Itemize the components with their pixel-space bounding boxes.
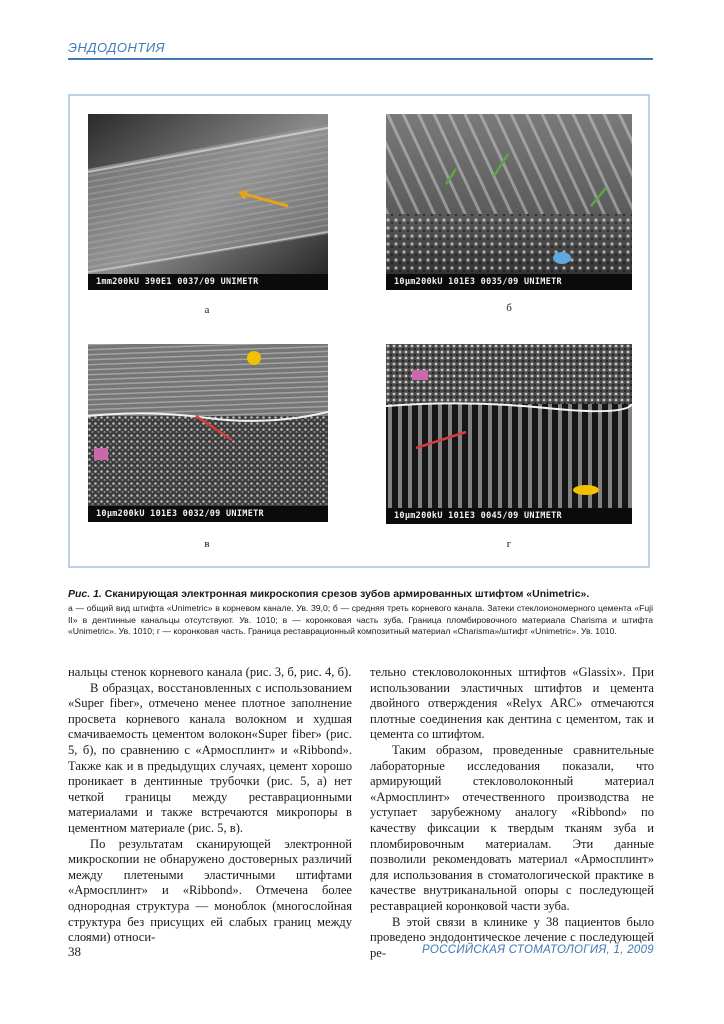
micrograph-c-image	[88, 344, 328, 522]
pink-marker-d	[412, 370, 428, 380]
yellow-marker-d	[573, 485, 599, 495]
panel-letter-b: б	[506, 302, 512, 314]
caption-label: Рис. 1.	[68, 588, 102, 600]
micrograph-b-image	[386, 114, 632, 290]
blue-marker	[553, 252, 571, 264]
panel-letter-c: в	[204, 538, 210, 550]
micrograph-a	[88, 114, 328, 290]
section-title: ЭНДОДОНТИЯ	[68, 40, 165, 55]
scale-bar-c: 10µm200kU 101E3 0032/09 UNIMETR	[88, 506, 328, 522]
caption-title	[68, 588, 653, 600]
yellow-marker	[247, 351, 261, 365]
header-rule	[68, 58, 653, 60]
panel-letter-d: г	[506, 538, 512, 550]
micrograph-c	[88, 344, 328, 522]
scale-bar-a: 1mm200kU 390E1 0037/09 UNIMETR	[88, 274, 328, 290]
pink-marker	[94, 448, 108, 460]
figure-caption	[68, 588, 653, 638]
paragraph: По результатам сканирующей электронной микроскопии не обнаружено достоверных различий между плетеными эластичными штифтами «Армосплинт» и «Ribbond». Отмечена более однородная структура — моноблок (многослойная структура без присущих ей слабых границ между слоями) относи-	[68, 836, 352, 945]
figure-frame	[68, 94, 650, 568]
micrograph-a-image	[88, 114, 328, 290]
paragraph: Таким образом, проведенные сравнительные лабораторные исследования показали, что армирующий стекловолоконный материал «Армосплинт» отечественного производства не уступает зарубежному аналогу «Ribbond» по качеству фиксации к твердым тканям зуба и пломбировочным материалам. Эти данные позволили рекомендовать материал «Армосплинт» для использования в стоматологической практике в качестве внутриканальной опоры с последующей реставрацией коронковой части зуба.	[370, 742, 654, 913]
caption-body: а — общий вид штифта «Unimetric» в корневом канале. Ув. 39,0; б — средняя треть корневого канала. Затеки стеклоиономерного цемента «Fuji II» в дентинные канальцы отсутствуют. Ув. 1010; в — коронковая часть зуба. Граница пломбировочного материала Charisma и штифта «Unimetric». Ув. 1010; г — коронковая часть. Граница реставрационный композитный материал «Charisma»/штифт «Unimetric». Ув. 1010.	[68, 603, 653, 636]
text-column-left	[68, 665, 352, 946]
micrograph-b	[386, 114, 632, 290]
text-column-right	[370, 665, 654, 961]
page-number: 38	[68, 944, 81, 959]
scale-bar-b: 10µm200kU 101E3 0035/09 UNIMETR	[386, 274, 632, 290]
micrograph-d-image	[386, 344, 632, 524]
scale-bar-d: 10µm200kU 101E3 0045/09 UNIMETR	[386, 508, 632, 524]
paragraph: В этой связи в клинике у 38 пациентов было проведено эндодонтическое лечение с последующей ре-	[370, 914, 654, 960]
running-header	[68, 40, 653, 55]
caption-title-text: Сканирующая электронная микроскопия срезов зубов армированных штифтом «Unimetric».	[104, 588, 590, 600]
micrograph-d	[386, 344, 632, 524]
journal-title: РОССИЙСКАЯ СТОМАТОЛОГИЯ, 1, 2009	[421, 944, 654, 956]
panel-letter-a: а	[204, 304, 210, 316]
paragraph: нальцы стенок корневого канала (рис. 3, б, рис. 4, б).	[68, 665, 352, 679]
paragraph: тельно стекловолоконных штифтов «Glassix». При использовании эластичных штифтов и цемента двойного отверждения «Relyx ARC» отмечаются плотные соединения как дентина с цементом, так и цемента со штифтом.	[370, 665, 654, 742]
paragraph: В образцах, восстановленных с использованием «Super fiber», отмечено менее плотное заполнение просвета корневого канала волокном и худшая смачиваемость цементом волокон«Super fiber» (рис. 5, б), по сравнению с «Армосплинт» и «Ribbond». Также как и в предыдущих случаях, цемент хорошо проникает в дентинные трубочки (рис. 5, а) нет четкой границы между реставрационными материалами и также встречаются микропоры в цементном материале (рис. 5, в).	[68, 680, 352, 835]
